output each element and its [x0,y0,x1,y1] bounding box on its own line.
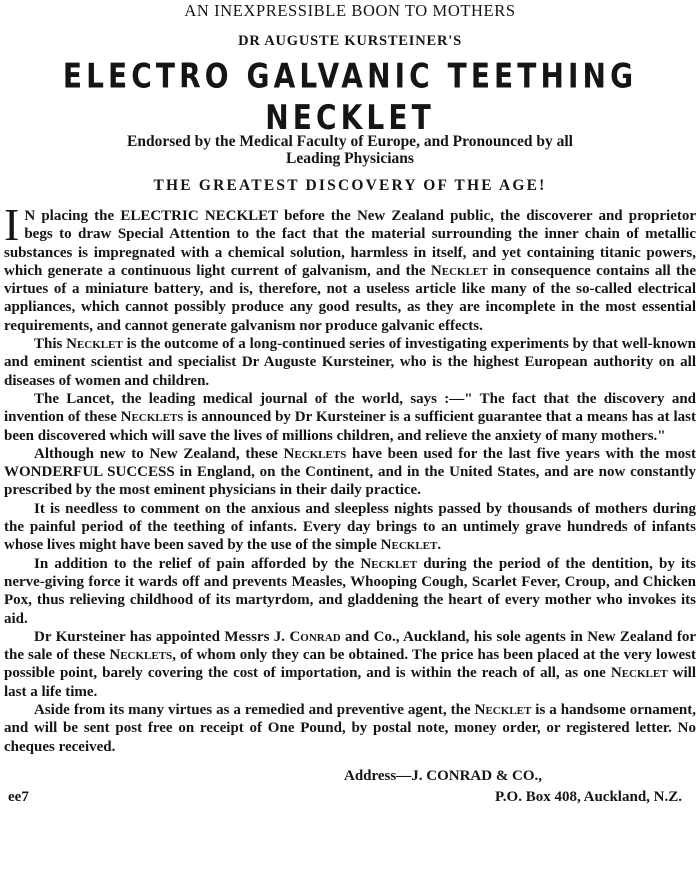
necklet-small-caps: Necklet [610,665,668,682]
necklet-small-caps: Necklet [430,262,488,279]
reference-code: ee7 [8,788,29,805]
text-run: N placing the ELECTRIC NECKLET before the New Zealand public, the discoverer and proprietor begs to draw Special Attention to the fact that the material surrounding the inner chain of metallic substances is impregnated with a chemical solution, harmless in itself, and yet containing titanic powers, which generate a continuous light current of galvanism, and the [4,208,696,279]
text-run: Aside from its many virtues as a remedied and preventive agent, the [34,702,475,719]
endorsement-line-2: Leading Physicians [286,150,414,167]
address-line-2-row [4,787,696,808]
text-run: The Lancet, the leading medical journal of the world, says :—" The fact that the discovery and invention of these [4,390,696,426]
kicker-line: AN INEXPRESSIBLE BOON TO MOTHERS [184,1,516,20]
necklet-small-caps: Necklet [380,537,438,554]
text-run: In addition to the relief of pain afforded by the [34,555,361,572]
paragraph [4,628,696,701]
text-run: Dr Kursteiner has appointed Messrs J. [34,628,290,645]
paragraph [4,500,696,555]
text-run: will last a life time. [4,665,696,700]
text-run: It is needless to comment on the anxious and sleepless nights passed by thousands of mothers during the painful period of the teething of infants. Every day brings to an untimely grave hundreds of infants whose lives might have been saved by the use of the simple [4,500,696,554]
endorsement-line-1: Endorsed by the Medical Faculty of Europe, and Pronounced by all [127,133,573,150]
text-run: is the outcome of a long-continued series of investigating experiments by that well-known and eminent scientist and specialist Dr Auguste Kursteiner, who is the highest European authority on all diseases of women and children. [4,336,696,389]
necklet-small-caps: Necklet [66,336,123,353]
paragraph [4,390,696,445]
text-run: and Co., Auckland, his sole agents in New Zealand for the sale of these [4,628,696,664]
necklet-small-caps: Necklet [474,702,532,719]
paragraph [4,701,696,756]
po-box-address: P.O. Box 408, Auckland, N.Z. [495,788,682,805]
necklet-small-caps: Necklets [120,409,184,426]
text-run: Although new to New Zealand, these [34,445,284,462]
text-run: This [34,336,67,353]
text-run: , of whom only they can be obtained. The price has been placed at the very lowest possible point, barely covering the cost of importation, and is within the reach of all, as one [4,647,696,682]
text-run: is announced by Dr Kursteiner is a sufficient guarantee that a means has at last been discovered which will save the lives of millions children, and relieve the anxiety of many mothers." [4,409,696,444]
byline: DR AUGUSTE KURSTEINER'S [238,33,462,49]
body-text [4,199,697,756]
paragraph [4,335,696,390]
advertisement [0,1,700,869]
conrad-small-caps: Conrad [289,628,341,645]
address-block [4,766,696,808]
text-run: during the period of the dentition, by its nerve-giving force it wards off and prevents Measles, Whooping Cough, Scarlet Fever, Croup, and Chicken Pox, thus relieving childhood of its martyrdom, and gladdening the heart of every mother who invokes its aid. [4,555,697,627]
tagline: THE GREATEST DISCOVERY OF THE AGE! [153,177,547,194]
necklet-small-caps: Necklet [360,555,418,572]
text-run: . [437,537,442,554]
necklet-small-caps: Necklets [283,445,347,462]
text-run: have been used for the last five years with the most WONDERFUL SUCCESS in England, on the Continent, and in the United States, and are now constantly prescribed by the most eminent physicians in their daily practice. [4,445,696,499]
paragraph [4,555,696,628]
drop-cap: I [4,199,20,250]
text-run: in consequence contains all the virtues of a miniature battery, and is, therefore, not a useless article like many of the so-called electrical appliances, which cannot possibly produce any good results, as they are incomplete in the most essential requirements, and cannot generate galvanism nor produce galvanic effects. [4,262,697,334]
text-run: is a handsome ornament, and will be sent post free on receipt of One Pound, by postal note, money order, or registered letter. No cheques received. [4,702,697,755]
necklet-small-caps: Necklets [109,647,173,664]
address-line-1: Address—J. CONRAD & CO., [344,767,543,784]
headline: ELECTRO GALVANIC TEETHING NECKLET [62,56,638,138]
paragraph [4,445,696,500]
paragraph [4,199,697,335]
